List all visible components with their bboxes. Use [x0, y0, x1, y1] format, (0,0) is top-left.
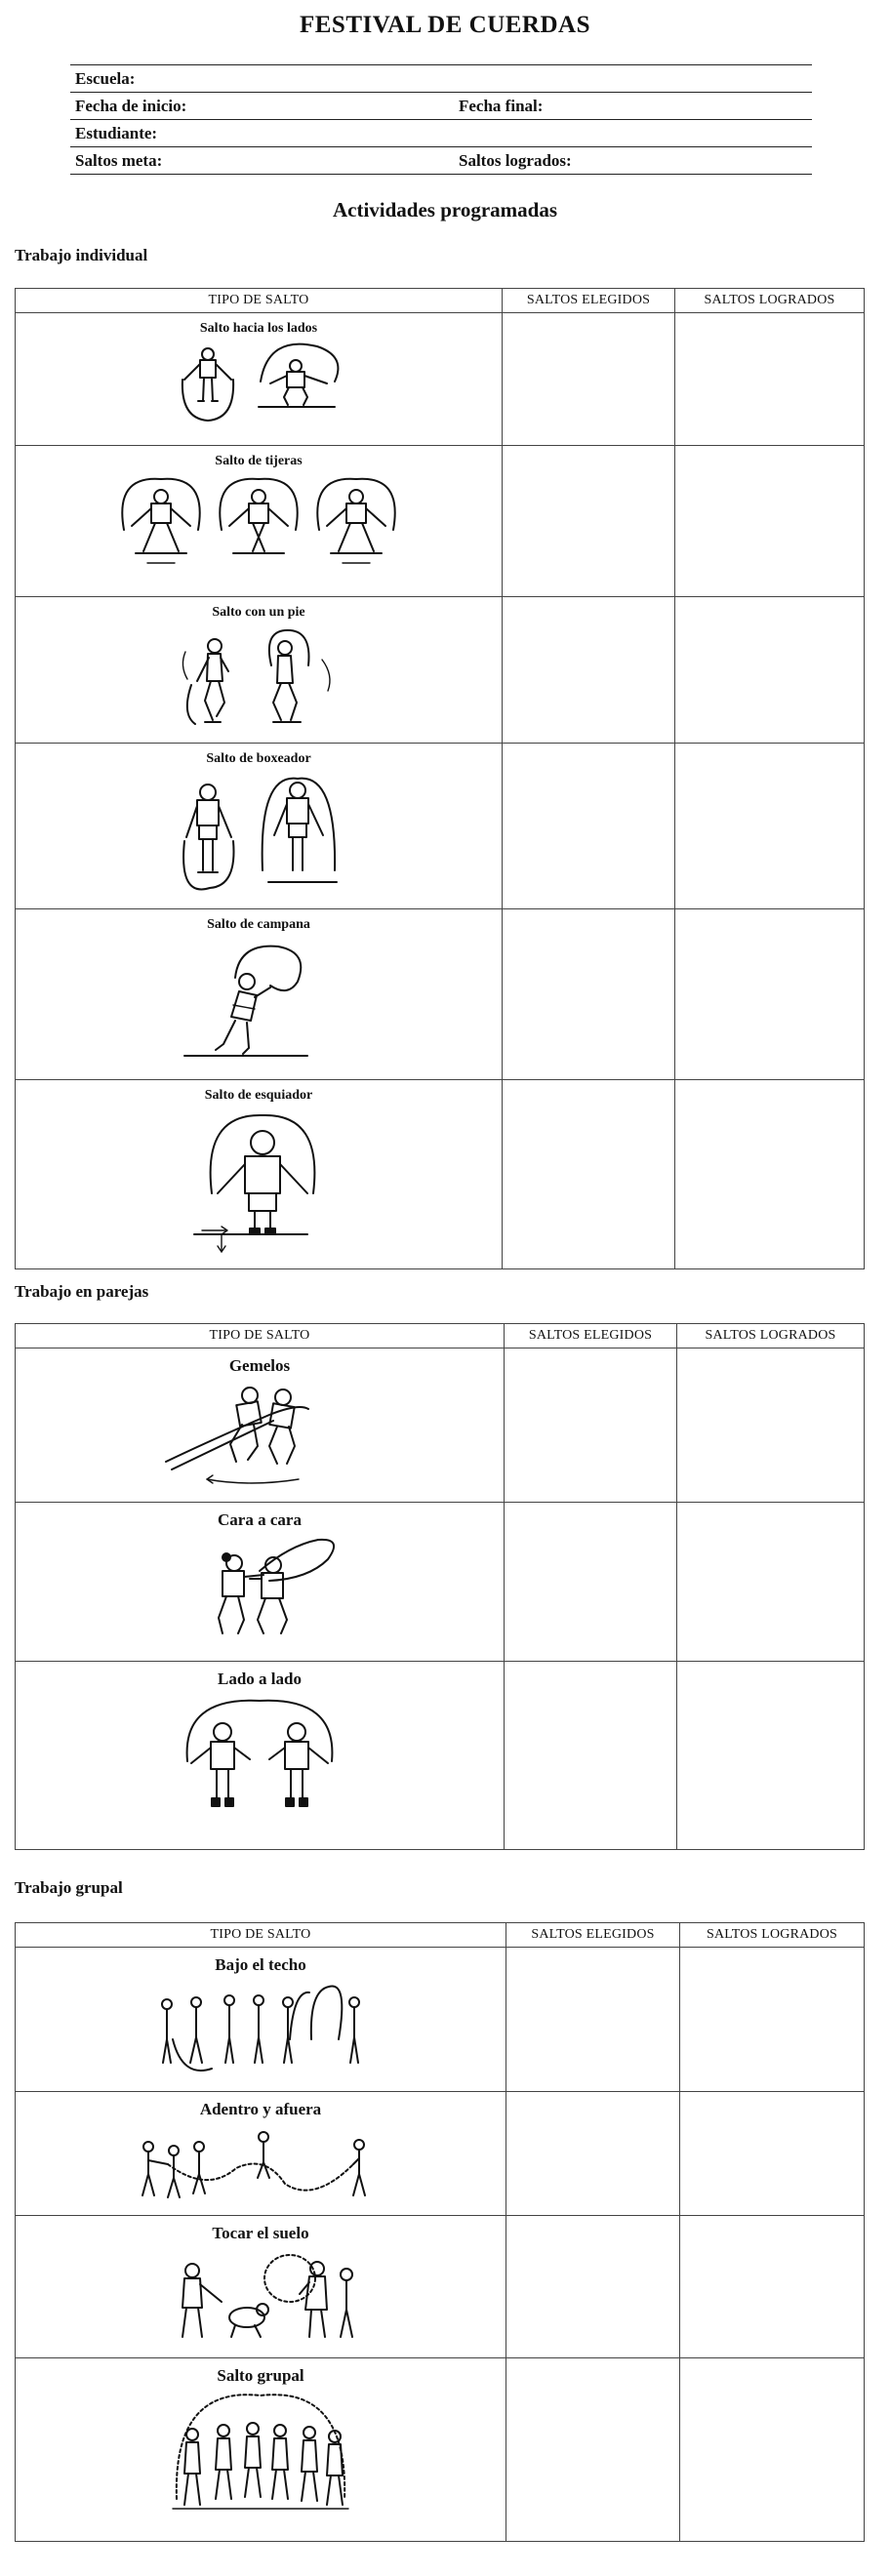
jump-name: Salto hacia los lados — [199, 321, 318, 336]
jump-name: Lado a lado — [218, 1670, 302, 1688]
jump-name: Salto grupal — [217, 2366, 304, 2385]
chosen-jumps-cell[interactable] — [503, 744, 675, 909]
form-row-student — [70, 120, 812, 147]
table-row — [16, 1662, 865, 1850]
column-header-type: TIPO DE SALTO — [16, 289, 503, 313]
scissors-jump-illustration — [112, 475, 405, 577]
table-row — [16, 313, 865, 446]
chosen-jumps-cell[interactable] — [503, 597, 675, 744]
individual-table — [15, 288, 865, 1269]
table-row — [16, 2216, 865, 2358]
table-header-row — [16, 289, 865, 313]
table-row — [16, 2358, 865, 2542]
jump-type-cell — [16, 313, 503, 446]
table-row — [16, 744, 865, 909]
bell-jump-illustration — [161, 939, 356, 1066]
achieved-jumps-cell[interactable] — [675, 313, 865, 446]
jump-type-cell — [16, 1948, 506, 2092]
column-header-type: TIPO DE SALTO — [16, 1923, 506, 1948]
achieved-jumps-cell[interactable] — [680, 1948, 865, 2092]
goal-jumps-field[interactable]: Saltos meta: — [75, 151, 163, 170]
chosen-jumps-cell[interactable] — [506, 1948, 680, 2092]
jump-name: Salto de esquiador — [204, 1088, 313, 1103]
table-row — [16, 909, 865, 1080]
jump-type-cell — [16, 1348, 505, 1503]
pairs-section-title: Trabajo en parejas — [15, 1282, 149, 1301]
form-row-school — [70, 65, 812, 93]
jump-name: Salto de campana — [207, 917, 310, 932]
jump-name: Adentro y afuera — [199, 2100, 322, 2118]
in-and-out-illustration — [129, 2125, 392, 2207]
jump-type-cell — [16, 1662, 505, 1850]
end-date-field[interactable]: Fecha final: — [459, 97, 544, 115]
start-date-field[interactable]: Fecha de inicio: — [75, 97, 187, 115]
column-header-chosen: SALTOS ELEGIDOS — [505, 1324, 677, 1348]
achieved-jumps-cell[interactable] — [680, 2092, 865, 2216]
form-row-dates — [70, 93, 812, 120]
column-header-achieved: SALTOS LOGRADOS — [675, 289, 865, 313]
group-table — [15, 1922, 865, 2542]
jump-type-cell — [16, 909, 503, 1080]
page-title: FESTIVAL DE CUERDAS — [299, 12, 590, 38]
table-row — [16, 1948, 865, 2092]
jump-type-cell — [16, 1503, 505, 1662]
one-foot-jump-illustration — [166, 626, 351, 732]
table-row — [16, 1503, 865, 1662]
achieved-jumps-cell[interactable] — [675, 744, 865, 909]
table-row — [16, 1348, 865, 1503]
jump-type-cell — [16, 1080, 503, 1269]
boxer-jump-illustration — [161, 773, 356, 898]
chosen-jumps-cell[interactable] — [503, 909, 675, 1080]
table-header-row — [16, 1923, 865, 1948]
achieved-jumps-cell[interactable] — [680, 2216, 865, 2358]
skier-jump-illustration — [171, 1109, 346, 1256]
jump-name: Salto de tijeras — [215, 454, 303, 468]
column-header-achieved: SALTOS LOGRADOS — [680, 1923, 865, 1948]
achieved-jumps-field[interactable]: Saltos logrados: — [459, 151, 572, 170]
chosen-jumps-cell[interactable] — [506, 2358, 680, 2542]
chosen-jumps-cell[interactable] — [503, 313, 675, 446]
group-section-title: Trabajo grupal — [15, 1878, 123, 1897]
chosen-jumps-cell[interactable] — [505, 1348, 677, 1503]
table-row — [16, 2092, 865, 2216]
column-header-chosen: SALTOS ELEGIDOS — [503, 289, 675, 313]
side-jump-illustration — [171, 342, 346, 423]
jump-type-cell — [16, 744, 503, 909]
achieved-jumps-cell[interactable] — [675, 1080, 865, 1269]
achieved-jumps-cell[interactable] — [677, 1662, 865, 1850]
achieved-jumps-cell[interactable] — [675, 446, 865, 597]
achieved-jumps-cell[interactable] — [675, 597, 865, 744]
table-row — [16, 597, 865, 744]
achieved-jumps-cell[interactable] — [675, 909, 865, 1080]
achieved-jumps-cell[interactable] — [677, 1503, 865, 1662]
jump-type-cell — [16, 597, 503, 744]
touch-the-ground-illustration — [153, 2249, 368, 2347]
individual-section-title: Trabajo individual — [15, 246, 148, 264]
jump-type-cell — [16, 446, 503, 597]
jump-name: Cara a cara — [218, 1510, 302, 1529]
table-row — [16, 446, 865, 597]
student-info-form — [70, 64, 812, 175]
chosen-jumps-cell[interactable] — [503, 446, 675, 597]
jump-type-cell — [16, 2358, 506, 2542]
chosen-jumps-cell[interactable] — [503, 1080, 675, 1269]
achieved-jumps-cell[interactable] — [677, 1348, 865, 1503]
jump-type-cell — [16, 2216, 506, 2358]
group-jump-illustration — [163, 2392, 358, 2520]
jump-name: Tocar el suelo — [212, 2224, 309, 2242]
student-field[interactable]: Estudiante: — [75, 124, 158, 142]
side-by-side-jump-illustration — [162, 1695, 357, 1820]
jump-name: Salto con un pie — [212, 605, 305, 620]
column-header-chosen: SALTOS ELEGIDOS — [506, 1923, 680, 1948]
chosen-jumps-cell[interactable] — [506, 2216, 680, 2358]
under-the-roof-illustration — [143, 1981, 378, 2078]
table-header-row — [16, 1324, 865, 1348]
column-header-type: TIPO DE SALTO — [16, 1324, 505, 1348]
jump-name: Bajo el techo — [215, 1955, 306, 1974]
column-header-achieved: SALTOS LOGRADOS — [677, 1324, 865, 1348]
chosen-jumps-cell[interactable] — [505, 1662, 677, 1850]
form-row-jumps — [70, 147, 812, 175]
pairs-table — [15, 1323, 865, 1850]
jump-type-cell — [16, 2092, 506, 2216]
school-field[interactable]: Escuela: — [75, 69, 136, 88]
chosen-jumps-cell[interactable] — [506, 2092, 680, 2216]
jump-name: Gemelos — [228, 1356, 291, 1375]
twins-jump-illustration — [152, 1382, 367, 1489]
chosen-jumps-cell[interactable] — [505, 1503, 677, 1662]
achieved-jumps-cell[interactable] — [680, 2358, 865, 2542]
table-row — [16, 1080, 865, 1269]
jump-name: Salto de boxeador — [206, 751, 311, 766]
face-to-face-jump-illustration — [162, 1536, 357, 1645]
section-heading: Actividades programadas — [332, 198, 558, 221]
